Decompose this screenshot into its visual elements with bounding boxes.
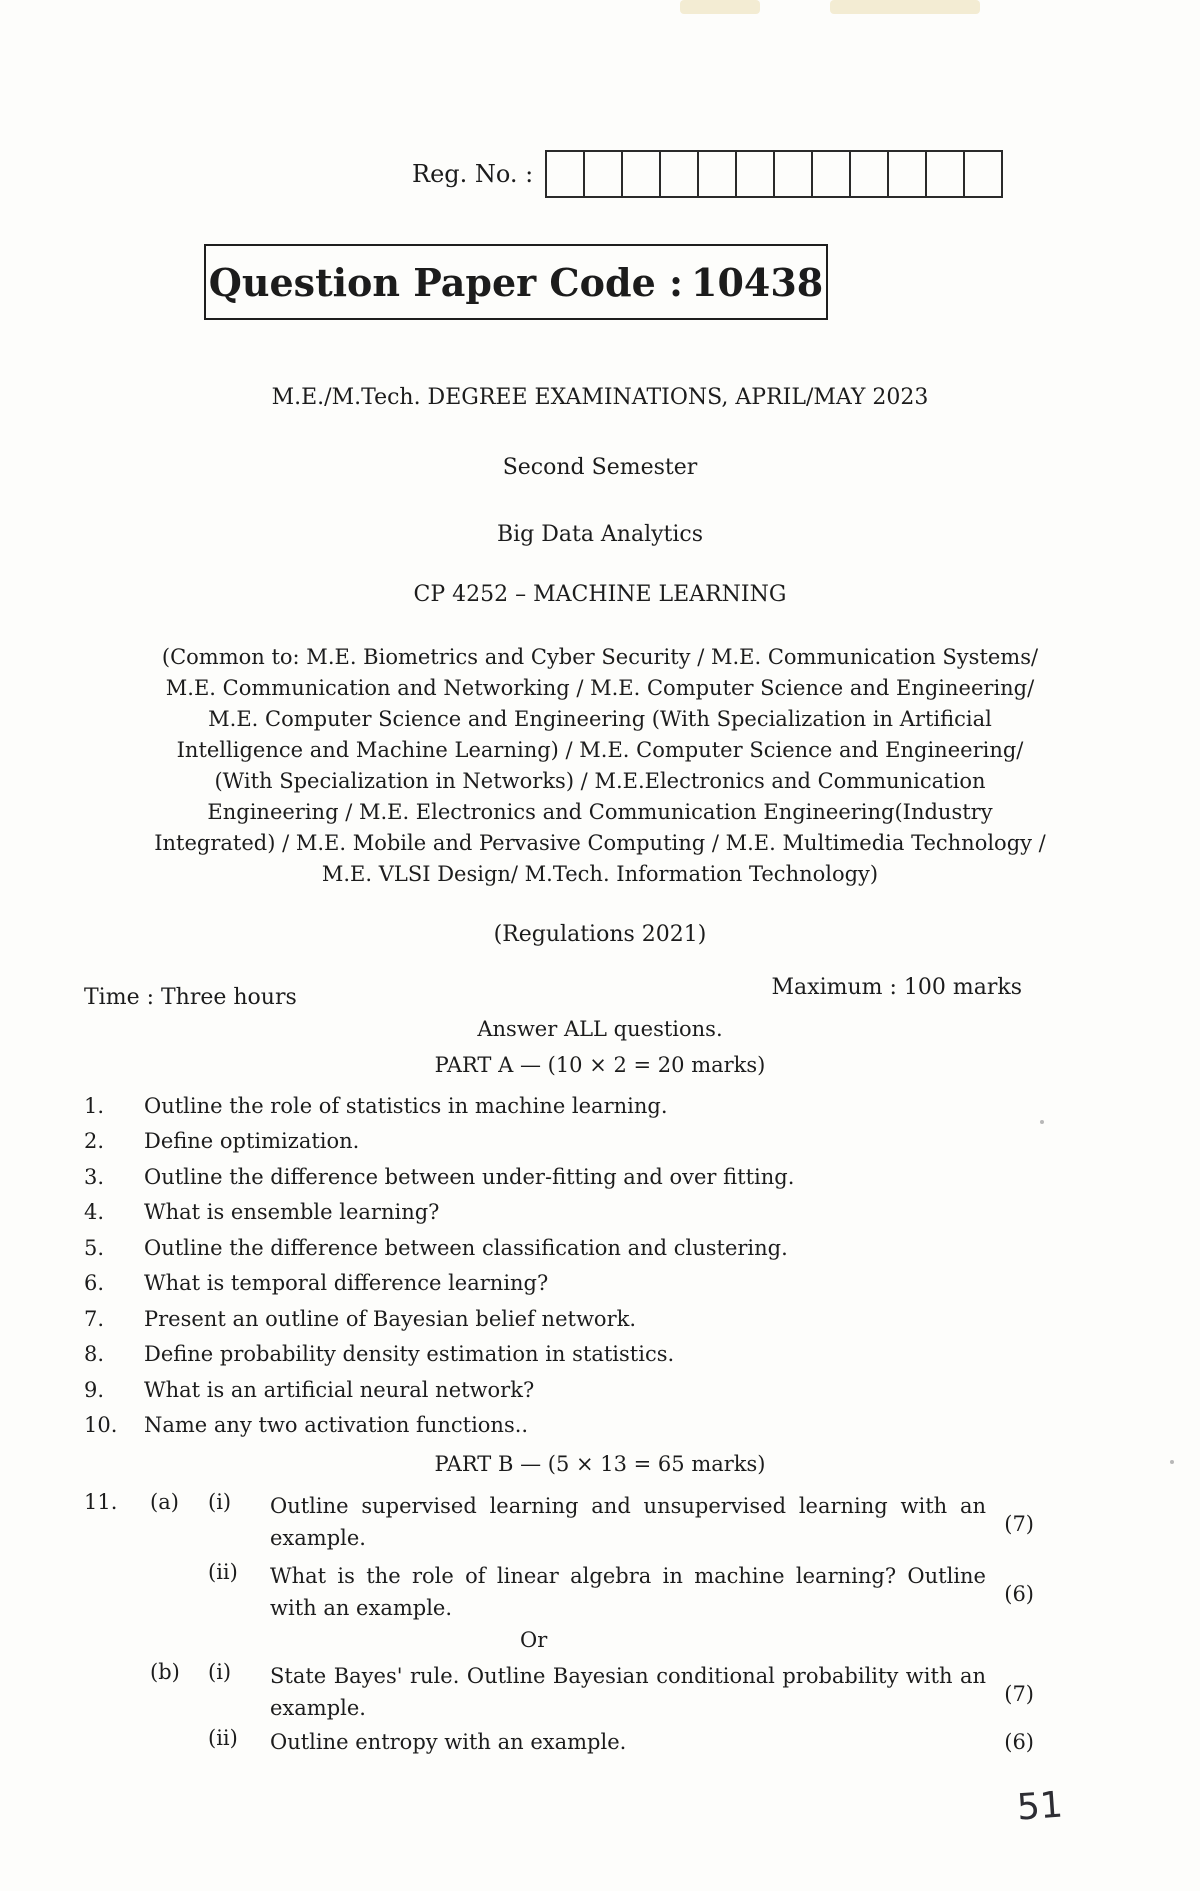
list-item: [84, 1337, 1044, 1373]
question-text: Name any two activation functions..: [144, 1413, 529, 1438]
instruction: Answer ALL questions.: [477, 1017, 723, 1041]
question-number: 10.: [84, 1413, 118, 1438]
part-a-questions: [84, 1088, 1044, 1443]
question-text: Define probability density estimation in statistics.: [144, 1342, 675, 1367]
list-item: [84, 1124, 1044, 1160]
question-number: 7.: [84, 1306, 105, 1331]
sub-question-label: (i): [208, 1490, 232, 1514]
question-text: Define optimization.: [144, 1129, 360, 1154]
reg-label: Reg. No. :: [412, 160, 534, 188]
paper-smudge: [830, 0, 980, 14]
reg-box[interactable]: [775, 152, 813, 196]
scan-speck: [1040, 1120, 1044, 1124]
list-item: [84, 1159, 1044, 1195]
reg-box[interactable]: [851, 152, 889, 196]
list-item: [84, 1301, 1044, 1337]
question-number: 4.: [84, 1200, 105, 1225]
common-line: (Common to: M.E. Biometrics and Cyber Security / M.E. Communication Systems/: [161, 645, 1039, 669]
exam-title: M.E./M.Tech. DEGREE EXAMINATIONS, APRIL/MAY 2023: [271, 385, 929, 410]
question-number: 9.: [84, 1377, 105, 1402]
regulations: (Regulations 2021): [493, 922, 707, 947]
question-text: Outline entropy with an example.: [270, 1730, 627, 1754]
reg-box[interactable]: [661, 152, 699, 196]
handwritten-page-number: 51: [1015, 1784, 1065, 1829]
question-number: 2.: [84, 1129, 105, 1154]
question-number: 3.: [84, 1164, 105, 1189]
code-label: Question Paper Code :: [208, 259, 684, 305]
specialization: Big Data Analytics: [496, 522, 704, 547]
reg-box[interactable]: [927, 152, 965, 196]
question-text: Outline the difference between classification and clustering.: [144, 1235, 788, 1260]
option-label: (b): [150, 1660, 180, 1684]
common-line: (With Specialization in Networks) / M.E.Electronics and Communication: [214, 769, 986, 793]
list-item: [84, 1372, 1044, 1408]
exam-time: Time : Three hours: [84, 985, 297, 1010]
option-label: (a): [150, 1490, 179, 1514]
reg-number-field: [412, 150, 1003, 198]
marks: (6): [1004, 1730, 1034, 1754]
question-text: What is temporal difference learning?: [144, 1271, 549, 1296]
common-line: Intelligence and Machine Learning) / M.E. Computer Science and Engineering/: [176, 738, 1024, 762]
list-item: [84, 1230, 1044, 1266]
question-text: What is the role of linear algebra in machine learning? Outline with an example.: [270, 1564, 986, 1620]
reg-box[interactable]: [623, 152, 661, 196]
question-11a-ii: [84, 1560, 1034, 1624]
part-a-title: PART A — (10 × 2 = 20 marks): [434, 1053, 766, 1077]
sub-question-label: (ii): [208, 1726, 238, 1750]
question-text: What is an artificial neural network?: [144, 1377, 535, 1402]
common-line: Integrated) / M.E. Mobile and Pervasive Computing / M.E. Multimedia Technology /: [154, 831, 1046, 855]
question-text: Outline the difference between under-fitting and over fitting.: [144, 1164, 795, 1189]
semester: Second Semester: [502, 455, 698, 480]
question-number: 5.: [84, 1235, 105, 1260]
question-number: 11.: [84, 1490, 118, 1514]
question-number: 1.: [84, 1093, 105, 1118]
list-item: [84, 1266, 1044, 1302]
marks: (6): [1004, 1582, 1034, 1606]
question-text: What is ensemble learning?: [144, 1200, 440, 1225]
list-item: [84, 1408, 1044, 1444]
or-separator: Or: [520, 1628, 548, 1652]
common-line: M.E. Computer Science and Engineering (With Specialization in Artificial: [208, 707, 992, 731]
code-number: 10438: [691, 259, 824, 305]
question-paper-code-box: [204, 244, 828, 320]
common-line: M.E. Communication and Networking / M.E. Computer Science and Engineering/: [165, 676, 1035, 700]
common-line: M.E. VLSI Design/ M.Tech. Information Technology): [321, 862, 879, 886]
scan-speck: [1170, 1460, 1174, 1464]
list-item: [84, 1088, 1044, 1124]
question-text: State Bayes' rule. Outline Bayesian conditional probability with an example.: [270, 1664, 986, 1720]
reg-box[interactable]: [889, 152, 927, 196]
maximum-marks: Maximum : 100 marks: [771, 975, 1022, 1000]
course-title: CP 4252 – MACHINE LEARNING: [413, 582, 787, 607]
question-11b-ii: [84, 1726, 1034, 1758]
sub-question-label: (ii): [208, 1560, 238, 1584]
question-number: 8.: [84, 1342, 105, 1367]
question-number: 6.: [84, 1271, 105, 1296]
marks: (7): [1004, 1512, 1034, 1536]
question-11b-i: [84, 1660, 1034, 1724]
common-line: Engineering / M.E. Electronics and Communication Engineering(Industry: [207, 800, 993, 824]
question-11a-i: [84, 1490, 1034, 1554]
question-text: Outline the role of statistics in machine learning.: [144, 1093, 668, 1118]
common-to-block: [80, 642, 1120, 890]
question-text: Present an outline of Bayesian belief network.: [144, 1306, 637, 1331]
reg-box[interactable]: [965, 152, 1001, 196]
paper-smudge: [680, 0, 760, 14]
marks: (7): [1004, 1682, 1034, 1706]
reg-box[interactable]: [585, 152, 623, 196]
reg-boxes: [545, 150, 1003, 198]
reg-box[interactable]: [813, 152, 851, 196]
question-text: Outline supervised learning and unsupervised learning with an example.: [270, 1494, 986, 1550]
reg-box[interactable]: [699, 152, 737, 196]
list-item: [84, 1195, 1044, 1231]
reg-box[interactable]: [737, 152, 775, 196]
part-b-title: PART B — (5 × 13 = 65 marks): [434, 1452, 766, 1476]
sub-question-label: (i): [208, 1660, 232, 1684]
reg-box[interactable]: [547, 152, 585, 196]
